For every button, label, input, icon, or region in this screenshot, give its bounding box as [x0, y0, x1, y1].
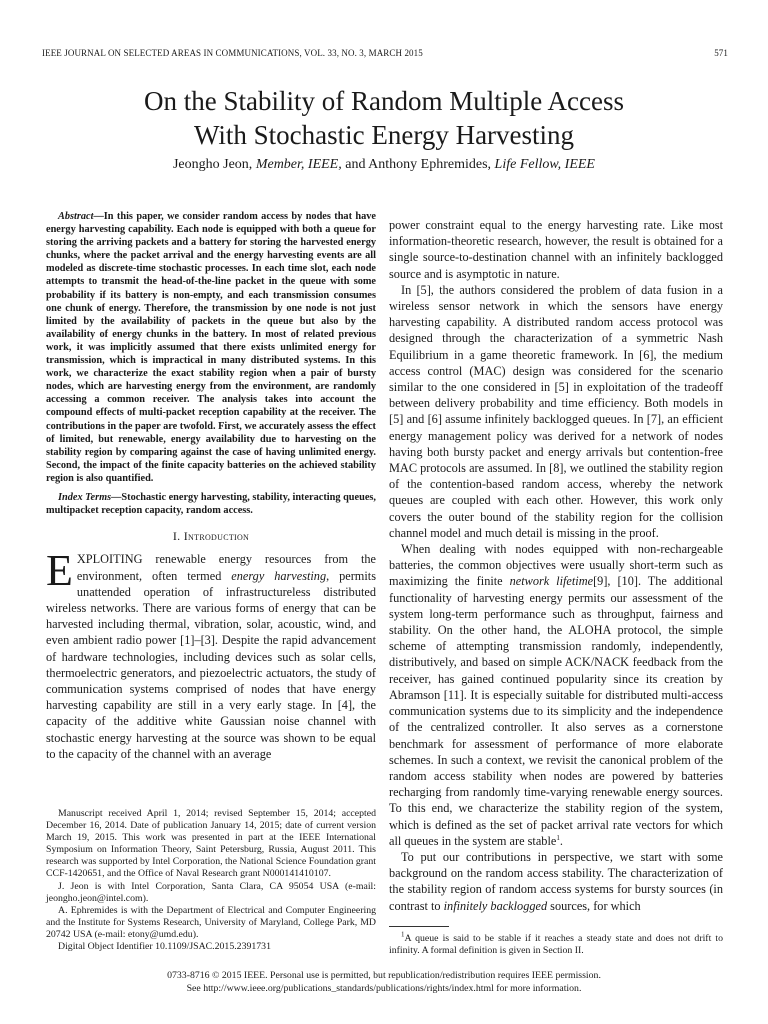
- paragraph-1: In [5], the authors considered the problem of data fusion in a wireless sensor network in which the sensors have energy harvesting capability. A distributed random access protocol was designed through the characterization of a symmetric Nash Equilibrium in a game theoretic framework. In [6], the medium access control (MAC) design was considered for the scenario similar to the one considered in [5] in exploitation of the tradeoff between delivery probability and time efficiency. Both models in [5] and [6] assume infinitely backlogged queues. In [7], an efficient energy management policy was derived for a network of nodes having both bursty packet and energy arrivals but contention-free MAC protocols are assumed. In [8], we outlined the stability region of the contention-based random access, whereby the network queues are coupled with each other. However, this work only covers the outer bound of the stability region for the collision channel model and much detail is missing in the proof.: [389, 282, 723, 540]
- index-terms: [46, 491, 376, 517]
- right-column: [389, 217, 723, 914]
- footnote-1-text: A queue is said to be stable if it reaches a steady state and does not drift to infinity. A formal definition is given in Section II.: [389, 933, 723, 957]
- index-terms-text: —Stochastic energy harvesting, stability, interacting queues, multipacket reception capacity, random access.: [46, 491, 376, 517]
- copyright-line-1: 0733-8716 © 2015 IEEE. Personal use is permitted, but republication/redistribution requires IEEE permission.: [167, 970, 601, 981]
- author-conjunction: and Anthony Ephremides,: [345, 157, 492, 172]
- index-terms-label: Index Terms: [58, 491, 112, 503]
- abstract-label: Abstract: [58, 211, 94, 222]
- abstract: [46, 210, 376, 485]
- footnote-marker: 1: [556, 833, 560, 842]
- title-line-2: With Stochastic Energy Harvesting: [193, 120, 575, 150]
- journal-name: IEEE JOURNAL ON SELECTED AREAS IN COMMUNICATIONS, VOL. 33, NO. 3, MARCH 2015: [42, 48, 423, 58]
- intro-text-b: , permits unattended operation of infrastructureless distributed wireless networks. There are various forms of energy that can be harvested including thermal, vibration, solar, acoustic, wind, and even ambient radio power [1]–[3]. Despite the rapid advancement of hardware technologies, including devices such as solar cells, thermoelectric generators, and piezoelectric actuators, the study of communication systems comprised of nodes that have energy harvesting capability are still in a very early stage. In [4], the capacity of the additive white Gaussian noise channel with stochastic energy harvesting at the source was shown to be equal to the capacity of the channel with an average: [46, 568, 376, 761]
- author-line: [40, 156, 728, 174]
- footnote-author-1: J. Jeon is with Intel Corporation, Santa Clara, CA 95054 USA (e-mail: jeongho.jeon@intel.com).: [46, 880, 376, 904]
- paragraph-3: [389, 849, 723, 914]
- section-heading: [46, 528, 376, 544]
- p3-text-b: sources, for which: [547, 898, 641, 913]
- intro-emphasis: energy harvesting: [231, 568, 327, 583]
- p2-text-b: [9], [10]. The additional functionality of harvesting energy permits our assessment of the system long-term performance such as throughput, fairness and stability. On the other hand, the ALOHA protocol, the simple scheme of attempting transmission randomly, independently, distributively, and based on simple ACK/NACK feedback from the receiver, has gained continued popularity since its creation by Abramson [11]. It is especially suitable for distributed multi-access communication systems due to its simplicity and the independence of the centralized controller. It also serves as a cornerstone benchmark for assessment of performance of more elaborate schemes. In such a context, we revisit the canonical problem of the random access stability when nodes are powered by batteries recharging from randomly time-varying renewable energy sources. To this end, we characterize the stability region of the system, which is defined as the set of packet arrival rate vectors for which all queues in the system are stable: [389, 574, 724, 848]
- footnote-1: [389, 930, 723, 957]
- running-head: [42, 48, 728, 62]
- left-column: [46, 210, 376, 762]
- abstract-text: —In this paper, we consider random access by nodes that have energy harvesting capability. Each node is equipped with both a queue for storing the arriving packets and a battery for storing the harvested energy chunks, where the packet arrival and the energy harvesting events are all modeled as discrete-time stochastic processes. In each time slot, each node attempts to transmit the head-of-the-line packet in the queue with some probability if its battery is non-empty, and each transmission consumes one chunk of energy. Therefore, the transmission by one node is not just limited by the availability of packets in the queue but also by the availability of energy chunks in the battery. In most of related previous work, it was implicitly assumed that there exists unlimited energy for transmission, which is impractical in many distributed systems. In this work, we characterize the exact stability region when a pair of bursty nodes, which are harvesting energy from the environment, are randomly accessing a common receiver. The analysis takes into account the compound effects of multi-packet reception capability at the receiver. The contributions in the paper are twofold. First, we accurately assess the effect of limited, but renewable, energy availability due to harvesting on the stability region by comparing against the case of having unlimited energy. Second, the impact of the finite capacity batteries on the achieved stability region is also quantified.: [46, 211, 376, 484]
- right-footnote: [389, 926, 723, 957]
- author-1: Jeongho Jeon,: [172, 157, 253, 172]
- copyright-line-2: See http://www.ieee.org/publications_standards/publications/rights/index.html for more information.: [186, 982, 582, 994]
- title-line-1: On the Stability of Random Multiple Access: [144, 86, 624, 116]
- p2-text-a: When dealing with nodes equipped with non-rechargeable batteries, the common objectives were usually short-term such as maximizing the finite: [389, 542, 723, 589]
- footnote-manuscript: Manuscript received April 1, 2014; revised September 15, 2014; accepted December 16, 2014. Date of publication January 14, 2015; date of current version March 19, 2015. This work was presented in part at the IEEE International Symposium on Information Theory, Saint Petersburg, Russia, August 2011. This research was supported by Intel Corporation, the National Science Foundation grant CCF-1420651, and the Office of Naval Research grant N000141410107.: [46, 808, 376, 880]
- copyright-notice: [40, 970, 728, 995]
- author-1-role: Member, IEEE,: [255, 157, 342, 172]
- drop-cap: E: [46, 546, 73, 596]
- first-word: XPLOITING: [76, 552, 143, 567]
- footnote-1-mark: 1: [401, 930, 405, 939]
- footnote-doi: Digital Object Identifier 10.1109/JSAC.2015.2391731: [58, 941, 271, 953]
- author-2-role: Life Fellow, IEEE: [494, 157, 595, 172]
- section-title: Introduction: [183, 529, 250, 544]
- paragraph-2: [389, 541, 723, 849]
- p3-text-a: To put our contributions in perspective, we start with some background on the random access stability. The characterization of the stability region of random access systems for bursty sources (in contrast to: [389, 849, 723, 913]
- intro-text-a: renewable energy resources from the environment, often termed: [76, 552, 376, 583]
- footnote-rule: [389, 926, 449, 927]
- section-numeral: I.: [172, 529, 181, 544]
- paper-title: [40, 84, 728, 152]
- intro-paragraph: [46, 546, 376, 762]
- paragraph-0: power constraint equal to the energy harvesting rate. Like most information-theoretic research, however, the result is obtained for a single source-to-destination channel with an infinitely backlogged source and is asymptotic in nature.: [389, 218, 723, 281]
- p3-emphasis: infinitely backlogged: [443, 898, 548, 913]
- manuscript-footnotes: [46, 808, 376, 953]
- introduction-body: [46, 546, 376, 762]
- footnote-author-2: A. Ephremides is with the Department of Electrical and Computer Engineering and the Institute for Systems Research, University of Maryland, College Park, MD 20742 USA (e-mail: etony@umd.edu).: [46, 904, 376, 940]
- p2-text-c: .: [559, 833, 563, 848]
- p2-emphasis: network lifetime: [509, 574, 594, 589]
- page-number: 571: [714, 48, 728, 58]
